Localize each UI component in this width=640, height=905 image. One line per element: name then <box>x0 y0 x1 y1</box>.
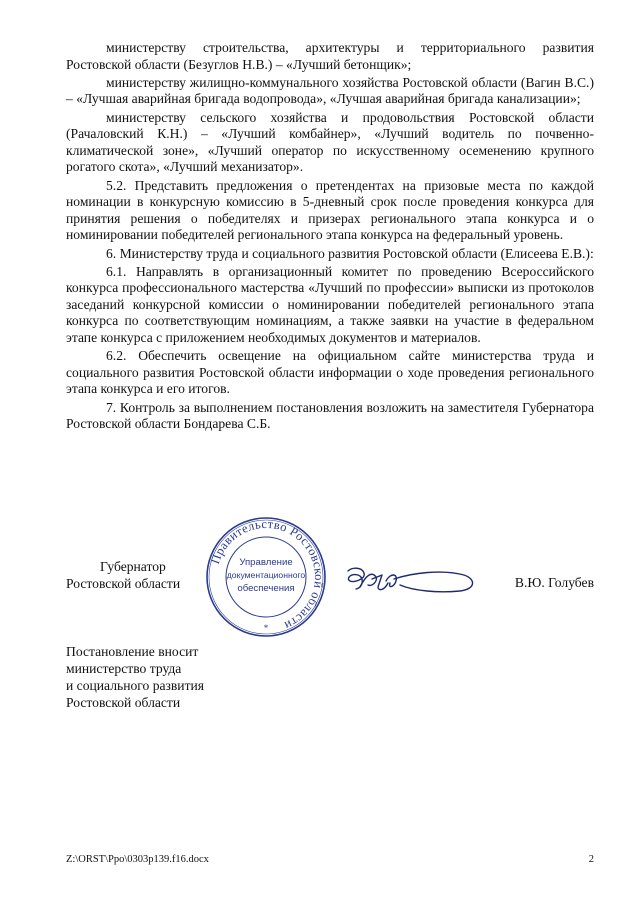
seal-inner-line3: обеспечения <box>237 583 295 594</box>
handwritten-signature <box>342 561 482 601</box>
body-text <box>66 40 594 434</box>
paragraph-6: 6. Министерству труда и социального развития Ростовской области (Елисеева Е.В.): <box>106 245 594 261</box>
signatory-title-line1: Губернатор <box>100 559 166 574</box>
paragraph-6-2: 6.2. Обеспечить освещение на официальном сайте министерства труда и социального развития Ростовской области информации о ходе проведения регионального этапа конкурса и его итогов. <box>66 348 594 397</box>
official-seal-stamp <box>204 515 328 639</box>
paragraph-housing: министерству жилищно-коммунального хозяйства Ростовской области (Вагин В.С.) – «Лучшая аварийная бригада водопровода», «Лучшая аварийная бригада канализации»; <box>66 74 594 107</box>
paragraph-agriculture: министерству сельского хозяйства и продовольствия Ростовской области (Рачаловский К.Н.) – «Лучший комбайнер», «Лучший водитель по почвенно-климатической зоне», «Лучший оператор по искусственному осеменению крупного рогатого скота», «Лучший механизатор». <box>66 109 594 175</box>
submitter-note <box>66 643 204 711</box>
submitter-line4: Ростовской области <box>66 695 181 710</box>
submitter-line3: и социального развития <box>66 678 205 693</box>
submitter-line1: Постановление вносит <box>66 644 199 659</box>
signatory-title <box>66 558 180 592</box>
paragraph-5-2: 5.2. Представить предложения о претендентах на призовые места по каждой номинации в конкурсную комиссию в 5-дневный срок после проведения конкурса для принятия решения о победителях и призерах регионального этапа конкурса и о номинировании победителей регионального этапа конкурса на федеральный уровень. <box>66 177 594 243</box>
paragraph-7: 7. Контроль за выполнением постановления возложить на заместителя Губернатора Ростовской области Бондарева С.Б. <box>66 399 594 432</box>
page-number: 2 <box>588 854 594 865</box>
signature-block <box>66 515 594 635</box>
signatory-name: В.Ю. Голубев <box>514 575 594 590</box>
seal-inner-line2: документационного <box>226 570 306 580</box>
paragraph-construction: министерству строительства, архитектуры и территориального развития Ростовской области (Безуглов Н.В.) – «Лучший бетонщик»; <box>66 40 594 72</box>
seal-inner-line1: Управление <box>239 557 293 568</box>
signatory-title-line2: Ростовской области <box>66 576 181 591</box>
paragraph-6-1: 6.1. Направлять в организационный комитет по проведению Всероссийского конкурса профессионального мастерства «Лучший по профессии» выписки из протоколов заседаний конкурсной комиссии о номинировании победителей регионального этапа конкурса по соответствующим номинациям, а также заявки на участие в федеральном этапе конкурса с приложением необходимых документов и материалов. <box>66 263 594 346</box>
seal-outer-text: Правительство Ростовской области <box>207 516 327 633</box>
submitter-line2: министерство труда <box>66 661 182 676</box>
seal-star-icon: * <box>263 623 269 633</box>
footer-file-path: Z:\ORST\Ppo\0303p139.f16.docx <box>66 854 209 865</box>
